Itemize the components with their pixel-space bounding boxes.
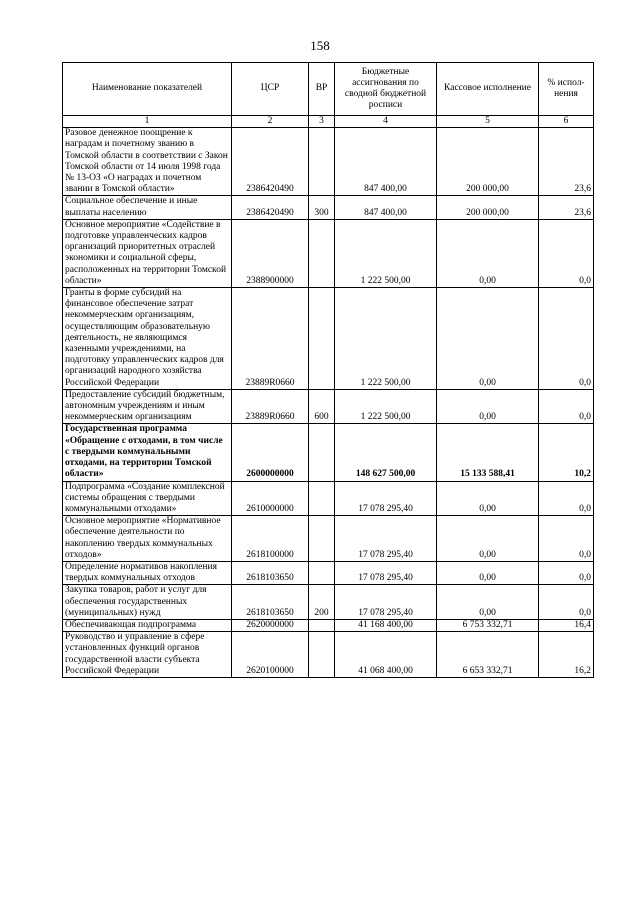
row-cash: 6 753 332,71 — [437, 619, 539, 631]
col-header-budget: Бюджетные ассигнования по сводной бюджетной росписи — [335, 63, 437, 116]
row-name: Закупка товаров, работ и услуг для обеспечения государственных (муниципальных) нужд — [63, 585, 232, 620]
row-vr — [309, 619, 335, 631]
row-cash: 0,00 — [437, 516, 539, 562]
row-vr — [309, 219, 335, 287]
row-percent: 0,0 — [539, 585, 594, 620]
table-header-row — [63, 63, 594, 116]
row-budget: 847 400,00 — [335, 128, 437, 196]
row-percent: 0,0 — [539, 389, 594, 424]
row-budget: 1 222 500,00 — [335, 219, 437, 287]
row-name: Обеспечивающая подпрограмма — [63, 619, 232, 631]
col-header-percent: % испол-нения — [539, 63, 594, 116]
col-number: 3 — [309, 116, 335, 128]
col-header-name: Наименование показателей — [63, 63, 232, 116]
col-header-vr: ВР — [309, 63, 335, 116]
row-csr: 2610000000 — [232, 481, 309, 516]
row-csr: 2388900000 — [232, 219, 309, 287]
row-csr: 2618103650 — [232, 561, 309, 584]
row-percent: 16,2 — [539, 632, 594, 678]
row-csr: 2620100000 — [232, 632, 309, 678]
row-name: Государственная программа «Обращение с отходами, в том числе с твердыми коммунальными отходами, на территории Томской области» — [63, 424, 232, 481]
row-percent: 0,0 — [539, 481, 594, 516]
row-csr: 23889R0660 — [232, 389, 309, 424]
row-cash: 0,00 — [437, 288, 539, 390]
row-budget: 17 078 295,40 — [335, 516, 437, 562]
row-name: Гранты в форме субсидий на финансовое обеспечение затрат некоммерческим организациям, осуществляющим образовательную деятельность, не являющимся казенными учреждениями, на подготовку управленческих кадров для организаций народного хозяйства Российской Федерации — [63, 288, 232, 390]
col-number: 5 — [437, 116, 539, 128]
row-budget: 847 400,00 — [335, 196, 437, 219]
row-budget: 148 627 500,00 — [335, 424, 437, 481]
column-number-row — [63, 116, 594, 128]
row-percent: 0,0 — [539, 288, 594, 390]
row-cash: 200 000,00 — [437, 128, 539, 196]
table-row — [63, 585, 594, 620]
row-percent: 0,0 — [539, 516, 594, 562]
row-budget: 17 078 295,40 — [335, 481, 437, 516]
row-name: Разовое денежное поощрение к наградам и почетному званию в Томской области в соответствии с Закон Томской области от 14 июля 1998 года № 13-ОЗ «О наградах и почетном звании в Томской области» — [63, 128, 232, 196]
table-row — [63, 619, 594, 631]
row-percent: 0,0 — [539, 561, 594, 584]
row-csr: 2620000000 — [232, 619, 309, 631]
row-vr — [309, 561, 335, 584]
row-csr: 2386420490 — [232, 196, 309, 219]
table-row — [63, 516, 594, 562]
row-csr: 2386420490 — [232, 128, 309, 196]
row-cash: 0,00 — [437, 561, 539, 584]
col-header-csr: ЦСР — [232, 63, 309, 116]
col-number: 4 — [335, 116, 437, 128]
page-number: 158 — [310, 38, 330, 53]
row-vr — [309, 424, 335, 481]
budget-table — [62, 62, 594, 678]
row-cash: 15 133 588,41 — [437, 424, 539, 481]
row-cash: 0,00 — [437, 389, 539, 424]
row-cash: 0,00 — [437, 219, 539, 287]
row-budget: 17 078 295,40 — [335, 585, 437, 620]
table-body — [63, 128, 594, 678]
row-budget: 41 168 400,00 — [335, 619, 437, 631]
row-name: Подпрограмма «Создание комплексной системы обращения с твердыми коммунальными отходами» — [63, 481, 232, 516]
row-budget: 41 068 400,00 — [335, 632, 437, 678]
table-row — [63, 424, 594, 481]
table-row — [63, 389, 594, 424]
table-row — [63, 196, 594, 219]
row-cash: 0,00 — [437, 481, 539, 516]
row-vr — [309, 516, 335, 562]
row-percent: 10,2 — [539, 424, 594, 481]
row-percent: 0,0 — [539, 219, 594, 287]
row-cash: 200 000,00 — [437, 196, 539, 219]
row-name: Основное мероприятие «Содействие в подготовке управленческих кадров организаций приоритетных отраслей экономики и социальной сферы, расположенных на территории Томской области» — [63, 219, 232, 287]
row-vr — [309, 481, 335, 516]
row-vr — [309, 288, 335, 390]
row-name: Руководство и управление в сфере установленных функций органов государственной власти субъекта Российской Федерации — [63, 632, 232, 678]
row-budget: 17 078 295,40 — [335, 561, 437, 584]
col-header-cash: Кассовое исполнение — [437, 63, 539, 116]
col-number: 2 — [232, 116, 309, 128]
table-row — [63, 128, 594, 196]
row-percent: 16,4 — [539, 619, 594, 631]
row-csr: 2618100000 — [232, 516, 309, 562]
row-csr: 2600000000 — [232, 424, 309, 481]
row-vr: 300 — [309, 196, 335, 219]
row-cash: 6 653 332,71 — [437, 632, 539, 678]
table-row — [63, 481, 594, 516]
row-csr: 2618103650 — [232, 585, 309, 620]
col-number: 6 — [539, 116, 594, 128]
row-vr: 600 — [309, 389, 335, 424]
row-budget: 1 222 500,00 — [335, 389, 437, 424]
table-row — [63, 561, 594, 584]
row-vr — [309, 632, 335, 678]
row-csr: 23889R0660 — [232, 288, 309, 390]
col-number: 1 — [63, 116, 232, 128]
row-vr: 200 — [309, 585, 335, 620]
row-cash: 0,00 — [437, 585, 539, 620]
row-name: Социальное обеспечение и иные выплаты населению — [63, 196, 232, 219]
row-percent: 23,6 — [539, 128, 594, 196]
row-name: Основное мероприятие «Нормативное обеспечение деятельности по накоплению твердых коммунальных отходов» — [63, 516, 232, 562]
table-row — [63, 632, 594, 678]
row-percent: 23,6 — [539, 196, 594, 219]
row-vr — [309, 128, 335, 196]
row-name: Предоставление субсидий бюджетным, автономным учреждениям и иным некоммерческим организациям — [63, 389, 232, 424]
row-budget: 1 222 500,00 — [335, 288, 437, 390]
table-row — [63, 288, 594, 390]
row-name: Определение нормативов накопления твердых коммунальных отходов — [63, 561, 232, 584]
table-row — [63, 219, 594, 287]
